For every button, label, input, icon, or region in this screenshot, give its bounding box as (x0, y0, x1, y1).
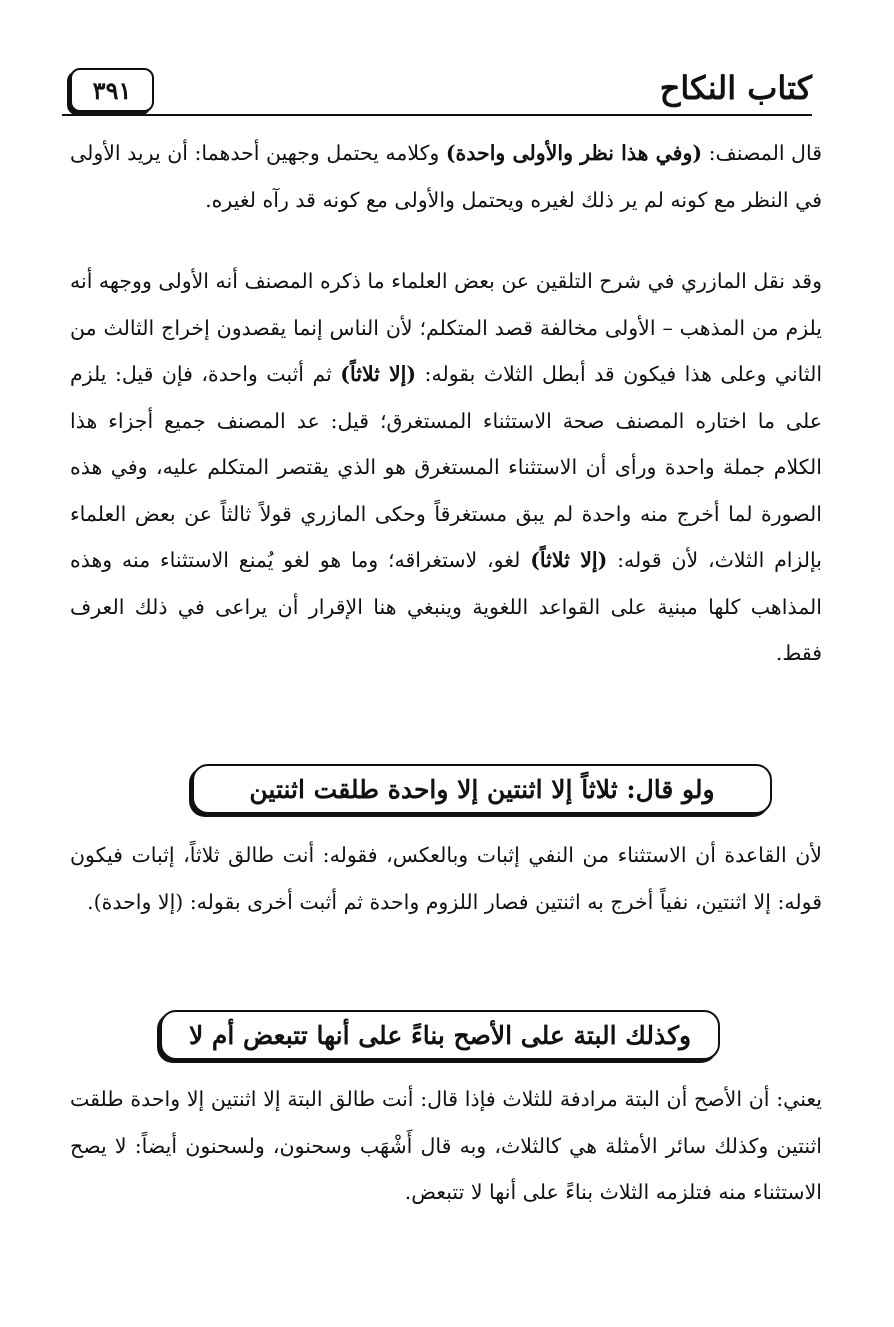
paragraph-2 (70, 258, 822, 677)
paragraph-2-part-b: ثم أثبت واحدة، فإن قيل: يلزم على ما اختاره المصنف صحة الاستثناء المستغرق؛ قيل: عد المصنف جميع أجزاء هذا الكلام جملة واحدة ورأى أن الاستثناء المستغرق هو الذي يقتصر المتكلم عليه، وفي هذه الصورة لما أخرج منه واحدة لم يبق مستغرقاً وحكى المازري قولاً ثالثاً عن بعض العلماء بإلزام الثلاث، لأن قوله: (70, 362, 822, 572)
paragraph-2-part-a: وقد نقل المازري في شرح التلقين عن بعض العلماء ما ذكره المصنف أنه الأولى ووجهه أنه يلزم من المذهب – الأولى مخالفة قصد المتكلم؛ لأن الناس إنما يقصدون إخراج الثالث من الثاني وعلى هذا فيكون قد أبطل الثلاث بقوله: (70, 269, 823, 386)
paragraph-3: لأن القاعدة أن الاستثناء من النفي إثبات وبالعكس، فقوله: أنت طالق ثلاثاً، إثبات فيكون قوله: إلا اثنتين، نفياً أخرج به اثنتين فصار اللزوم واحدة ثم أثبت أخرى بقوله: (إلا واحدة). (70, 843, 822, 914)
matn-quote: (إلا ثلاثاً) (340, 362, 417, 386)
paragraph-2-part-c: لغو، لاستغراقه؛ وما هو لغو يُمنع الاستثناء منه وهذه المذاهب كلها مبنية على القواعد اللغوية وينبغي هنا الإقرار أن يراعى في ذلك العرف فقط. (70, 548, 822, 665)
matn-heading-box: ولو قال: ثلاثاً إلا اثنتين إلا واحدة طلقت اثنتين (192, 764, 772, 814)
header-divider (62, 114, 812, 116)
page-header (62, 60, 812, 120)
book-title: كتاب النكاح (659, 69, 812, 107)
paragraph-1-intro: قال المصنف: (702, 141, 822, 165)
page-number: ٣٩١ (70, 68, 154, 112)
matn-quote: (إلا ثلاثاً) (530, 548, 608, 572)
paragraph-4: يعني: أن الأصح أن البتة مرادفة للثلاث فإذا قال: أنت طالق البتة إلا اثنتين إلا واحدة طلقت اثنتين وكذلك سائر الأمثلة هي كالثلاث، وبه قال أَشْهَب وسحنون، ولسحنون أيضاً: لا يصح الاستثناء منه فتلزمه الثلاث بناءً على أنها لا تتبعض. (70, 1087, 822, 1204)
paragraph-1 (70, 130, 822, 223)
paragraph-1-commentary: وكلامه يحتمل وجهين أحدهما: أن يريد الأولى في النظر مع كونه لم ير ذلك لغيره ويحتمل والأولى مع كونه قد رآه لغيره. (70, 141, 822, 212)
matn-heading-box: وكذلك البتة على الأصح بناءً على أنها تتبعض أم لا (160, 1010, 720, 1060)
matn-quote: (وفي هذا نظر والأولى واحدة) (445, 141, 703, 165)
